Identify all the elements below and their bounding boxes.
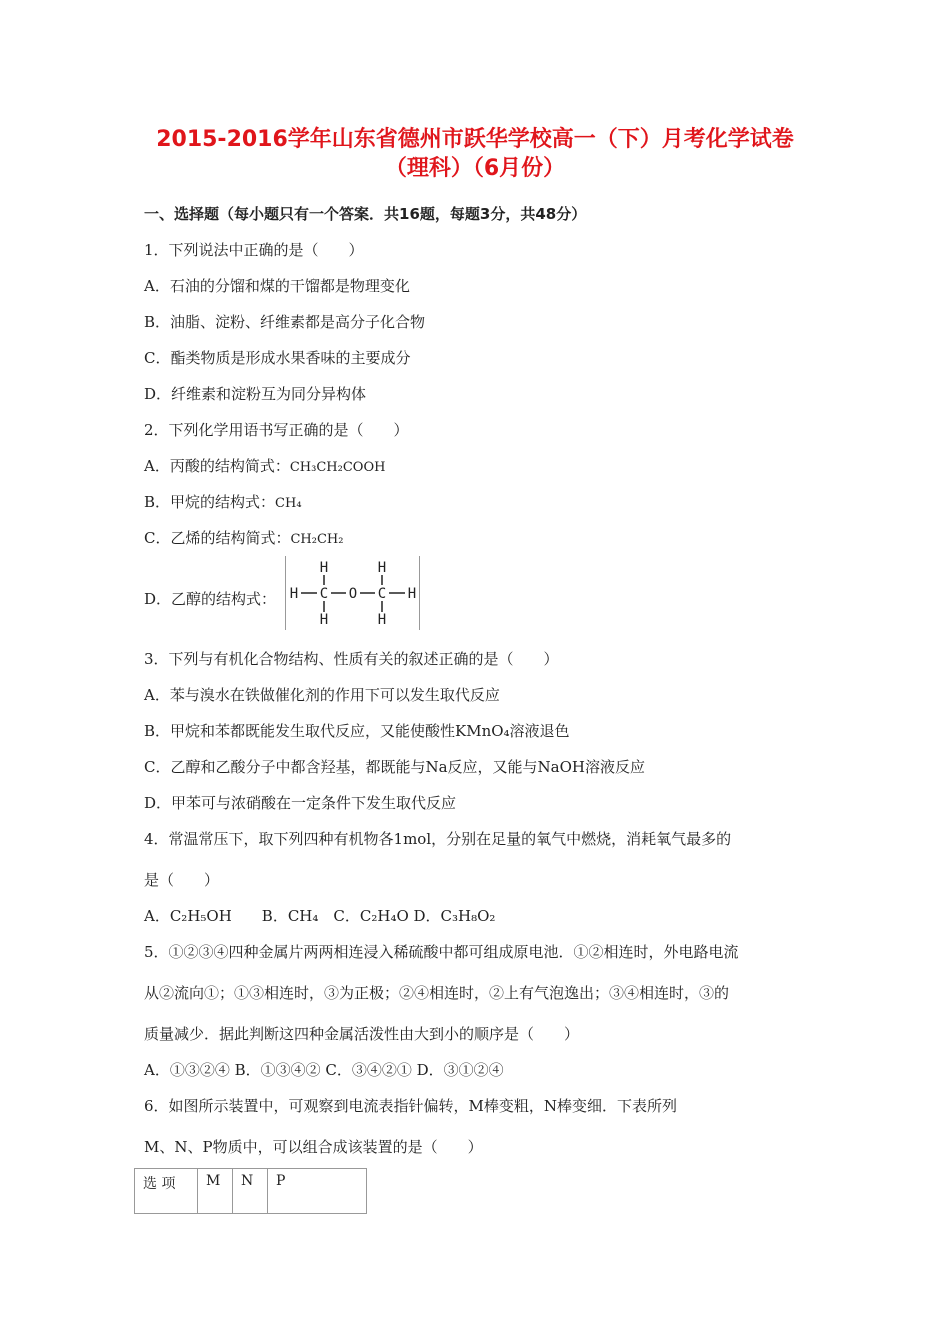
q6-stem-line2: M、N、P物质中，可以组合成该装置的是（ ） <box>144 1138 483 1156</box>
q2-option-a <box>144 455 385 476</box>
q6-stem-line1: 6．如图所示装置中，可观察到电流表指针偏转，M棒变粗，N棒变细．下表所列 <box>144 1097 678 1115</box>
svg-text:H: H <box>289 586 299 602</box>
q3-option-d: D．甲苯可与浓硝酸在一定条件下发生取代反应 <box>144 794 457 812</box>
svg-text:H: H <box>319 560 329 576</box>
table-header-m: M <box>198 1169 233 1214</box>
table-header-option: 选 项 <box>135 1169 198 1214</box>
q1-option-d: D．纤维素和淀粉互为同分异构体 <box>144 385 367 403</box>
svg-text:C: C <box>377 586 387 602</box>
svg-text:O: O <box>348 586 358 602</box>
section-heading: 一、选择题（每小题只有一个答案．共16题，每题3分，共48分） <box>144 205 587 223</box>
doc-title-line2: （理科）（6月份） <box>384 156 566 181</box>
svg-text:H: H <box>407 586 417 602</box>
ethanol-structure-drawing <box>286 556 419 630</box>
q2-option-d: D．乙醇的结构式： <box>144 590 277 608</box>
q5-stem-line3: 质量减少．据此判断这四种金属活泼性由大到小的顺序是（ ） <box>144 1025 580 1043</box>
q2-option-c-text: C．乙烯的结构简式： <box>144 529 291 547</box>
q4-stem-line2: 是（ ） <box>144 871 220 889</box>
q2-option-a-text: A．丙酸的结构简式： <box>144 457 290 475</box>
q4-options: A．C₂H₅OH B．CH₄ C．C₂H₄O D．C₃H₈O₂ <box>144 907 496 925</box>
q2-option-b-formula: CH₄ <box>275 496 302 511</box>
q2-stem: 2．下列化学用语书写正确的是（ ） <box>144 421 409 439</box>
q5-options: A．①③②④ B．①③④② C．③④②① D．③①②④ <box>144 1061 504 1079</box>
q4-stem-line1: 4．常温常压下，取下列四种有机物各1mol，分别在足量的氧气中燃烧，消耗氧气最多的 <box>144 830 732 848</box>
svg-text:C: C <box>319 586 329 602</box>
q1-stem: 1．下列说法中正确的是（ ） <box>144 241 364 259</box>
q1-option-a: A．石油的分馏和煤的干馏都是物理变化 <box>144 277 410 295</box>
q3-option-b: B．甲烷和苯都既能发生取代反应，又能使酸性KMnO₄溶液退色 <box>144 722 570 740</box>
q2-option-c-formula: CH₂CH₂ <box>290 532 344 547</box>
ethanol-structure-image <box>285 556 420 630</box>
q3-stem: 3．下列与有机化合物结构、性质有关的叙述正确的是（ ） <box>144 650 559 668</box>
svg-text:H: H <box>319 612 329 628</box>
q3-option-c: C．乙醇和乙酸分子中都含羟基，都既能与Na反应，又能与NaOH溶液反应 <box>144 758 645 776</box>
table-header-row <box>135 1169 367 1214</box>
q2-option-c <box>144 527 343 548</box>
q5-stem-line1: 5．①②③④四种金属片两两相连浸入稀硫酸中都可组成原电池．①②相连时，外电路电流 <box>144 943 739 961</box>
table-header-p: P <box>268 1169 367 1214</box>
q5-stem-line2: 从②流向①；①③相连时，③为正极；②④相连时，②上有气泡逸出；③④相连时，③的 <box>144 984 730 1002</box>
svg-text:H: H <box>377 612 387 628</box>
q2-option-b <box>144 491 302 512</box>
q3-option-a: A．苯与溴水在铁做催化剂的作用下可以发生取代反应 <box>144 686 500 704</box>
q2-option-b-text: B．甲烷的结构式： <box>144 493 276 511</box>
doc-title-line1: 2015-2016学年山东省德州市跃华学校高一（下）月考化学试卷 <box>156 127 794 152</box>
q2-option-a-formula: CH₃CH₂COOH <box>289 460 386 475</box>
q6-options-table <box>134 1168 367 1214</box>
svg-text:H: H <box>377 560 387 576</box>
q1-option-c: C．酯类物质是形成水果香味的主要成分 <box>144 349 411 367</box>
q1-option-b: B．油脂、淀粉、纤维素都是高分子化合物 <box>144 313 426 331</box>
table-header-n: N <box>233 1169 268 1214</box>
